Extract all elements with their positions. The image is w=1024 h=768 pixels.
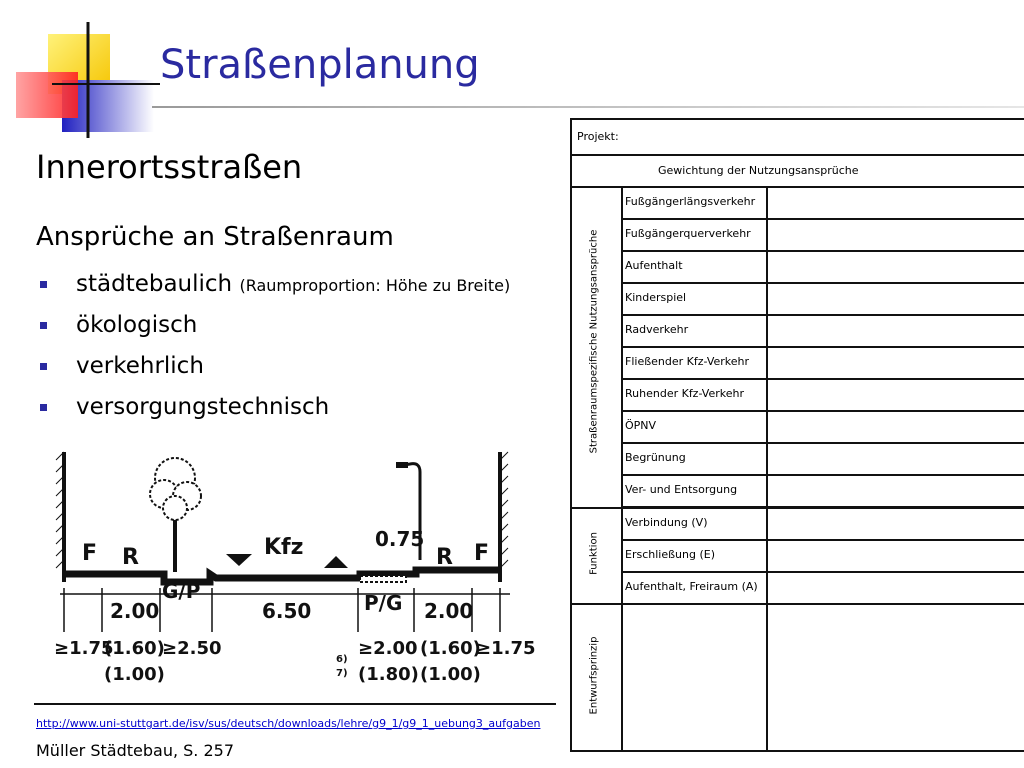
weighting-row-label: Fließender Kfz-Verkehr xyxy=(625,355,750,368)
zone-label: R xyxy=(436,545,453,570)
bullet-marker xyxy=(40,404,47,411)
zone-label: F xyxy=(474,541,490,566)
title-divider xyxy=(152,106,1024,108)
weighting-value-cell[interactable] xyxy=(768,220,1024,250)
min-width-label: (1.00) xyxy=(104,664,165,685)
width-label: 6.50 xyxy=(262,599,312,623)
zone-label: F xyxy=(82,541,98,566)
bullet-label: verkehrlich xyxy=(76,353,204,379)
weighting-row-label: Fußgängerquerverkehr xyxy=(625,227,751,240)
weighting-row-label: Aufenthalt xyxy=(625,259,683,272)
weighting-value-cell[interactable] xyxy=(768,476,1024,506)
source-link[interactable]: http://www.uni-stuttgart.de/isv/sus/deutsch/downloads/lehre/g9_1/g9_1_uebung3_aufgaben xyxy=(36,717,541,730)
zone-label: Kfz xyxy=(264,535,304,560)
weighting-row-label: Ver- und Entsorgung xyxy=(625,483,738,496)
footnote-mark: 7) xyxy=(336,668,348,679)
left-building-wall xyxy=(56,452,64,582)
min-width-label: (1.80) xyxy=(358,664,419,685)
footnote-mark: 6) xyxy=(336,654,348,665)
min-width-label: ≥2.50 xyxy=(162,638,222,659)
weighting-value-cell[interactable] xyxy=(768,573,1024,603)
source-citation: Müller Städtebau, S. 257 xyxy=(36,741,234,760)
width-label: 2.00 xyxy=(424,599,474,623)
street-cross-section-diagram xyxy=(30,442,560,710)
weighting-value-cell[interactable] xyxy=(768,284,1024,314)
slide-heading: Innerortsstraßen xyxy=(36,148,303,186)
right-building-wall xyxy=(500,452,508,582)
min-width-label: ≥1.75 xyxy=(54,638,114,659)
weighting-row-label: ÖPNV xyxy=(625,419,657,432)
bullet-label: städtebaulich xyxy=(76,271,233,297)
weighting-row-label: Aufenthalt, Freiraum (A) xyxy=(625,580,758,593)
ground-surface xyxy=(64,570,500,582)
weighting-value-cell[interactable] xyxy=(768,316,1024,346)
weighting-row-label: Ruhender Kfz-Verkehr xyxy=(625,387,744,400)
weighting-row-label: Radverkehr xyxy=(625,323,689,336)
weighting-value-cell[interactable] xyxy=(768,412,1024,442)
group-label: Entwurfsprinzip xyxy=(588,636,600,715)
weighting-row-label: Kinderspiel xyxy=(625,291,687,304)
surface-label: P/G xyxy=(364,591,403,615)
min-width-label: (1.00) xyxy=(420,664,481,685)
weighting-value-cell[interactable] xyxy=(768,509,1024,539)
group-label: Straßenraumspezifische Nutzungsansprüche xyxy=(588,229,600,454)
bullet-list xyxy=(36,266,510,430)
min-width-label: ≥2.00 xyxy=(358,638,418,659)
weighting-row-label: Verbindung (V) xyxy=(625,516,708,529)
slide-title: Straßenplanung xyxy=(160,42,480,88)
logo-squares xyxy=(0,0,160,140)
weighting-form xyxy=(570,118,1024,752)
bullet-note: (Raumproportion: Höhe zu Breite) xyxy=(239,276,511,295)
weighting-value-cell[interactable] xyxy=(768,348,1024,378)
weighting-header: Gewichtung der Nutzungsansprüche xyxy=(658,164,859,177)
tree-icon xyxy=(150,458,201,572)
min-width-label: ≥1.75 xyxy=(476,638,536,659)
min-width-label: (1.60) xyxy=(420,638,481,659)
weighting-value-cell[interactable] xyxy=(768,380,1024,410)
bullet-marker xyxy=(40,322,47,329)
bullet-item xyxy=(36,389,510,430)
weighting-value-cell[interactable] xyxy=(768,541,1024,571)
bullet-label: versorgungstechnisch xyxy=(76,394,330,420)
surface-label: G/P xyxy=(162,579,201,603)
bullet-label: ökologisch xyxy=(76,312,198,338)
bullet-marker xyxy=(40,281,47,288)
weighting-row-label: Fußgängerlängsverkehr xyxy=(625,195,756,208)
bullet-marker xyxy=(40,363,47,370)
arrow-down-icon xyxy=(226,554,252,566)
width-label: 2.00 xyxy=(110,599,160,623)
weighting-row-label: Begrünung xyxy=(625,451,686,464)
zone-label: 0.75 xyxy=(375,527,425,551)
zone-label: R xyxy=(122,545,139,570)
weighting-value-cell[interactable] xyxy=(768,252,1024,282)
weighting-value-cell[interactable] xyxy=(768,444,1024,474)
weighting-row-label: Erschließung (E) xyxy=(625,548,715,561)
bullet-item xyxy=(36,307,510,348)
arrow-up-icon xyxy=(324,556,348,568)
group-label: Funktion xyxy=(588,532,600,575)
weighting-value-cell[interactable] xyxy=(768,188,1024,218)
bullet-item xyxy=(36,348,510,389)
slide-subheading: Ansprüche an Straßenraum xyxy=(36,222,394,252)
min-width-label: (1.60) xyxy=(104,638,165,659)
bullet-item xyxy=(36,266,510,307)
project-label: Projekt: xyxy=(577,130,619,143)
